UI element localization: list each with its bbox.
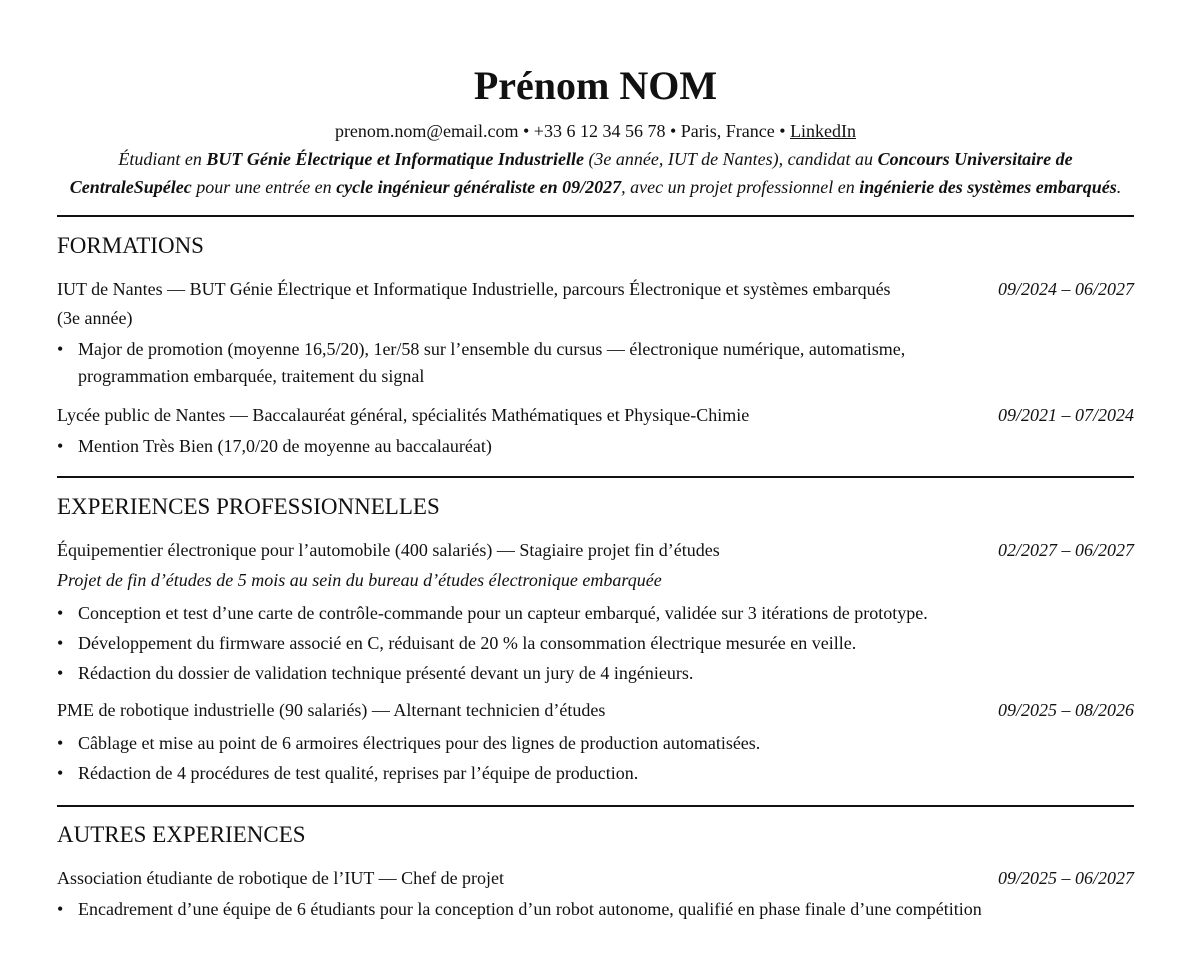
entry-header (57, 402, 1134, 429)
section-title: AUTRES EXPERIENCES (57, 821, 306, 847)
entry-date: 09/2021 – 07/2024 (997, 405, 1134, 426)
experience-entry (57, 865, 1134, 923)
entry-header (57, 697, 1134, 724)
contact-location: Paris, France (680, 121, 775, 141)
entry-bullets (57, 433, 1134, 460)
list-item: • Encadrement d’une équipe de 6 étudiants pour la conception d’un robot autonome, qualifié en phase finale d’une compétition (57, 896, 1134, 923)
contact-separator: • (779, 121, 786, 141)
experience-entry (57, 697, 1134, 788)
contact-separator: • (522, 121, 530, 141)
contact-separator: • (669, 121, 677, 141)
profile-summary (57, 146, 1134, 202)
section-formations (57, 215, 1134, 461)
section-autres-experiences (57, 805, 1134, 923)
list-item: • Développement du firmware associé en C, réduisant de 20 % la consommation électrique mesurée en veille. (57, 628, 1134, 658)
summary-text: , avec un projet professionnel en (621, 176, 860, 197)
entry-header (57, 537, 1134, 564)
entry-header (57, 865, 1134, 892)
summary-highlight: BUT Génie Électrique et Informatique Industrielle (206, 149, 584, 169)
entry-title: PME de robotique industrielle (90 salariés) — Alternant technicien d’études (57, 699, 606, 720)
cv-name: Prénom NOM (473, 63, 718, 108)
entry-title: Équipementier électronique pour l’automobile (400 salariés) — Stagiaire projet fin d’études (57, 539, 720, 560)
summary-highlight: Concours Universitaire de CentraleSupélec (69, 149, 1073, 197)
entry-title: Association étudiante de robotique de l’IUT — Chef de projet (57, 867, 505, 888)
list-item: • Major de promotion (moyenne 16,5/20), 1er/58 sur l’ensemble du cursus — électronique numérique, automatisme, programmation embarquée, traitement du signal (57, 336, 1134, 390)
summary-text: pour une entrée en (191, 176, 337, 197)
entry-bullets (57, 336, 1134, 390)
entry-bullets (57, 728, 1134, 788)
list-item: • Conception et test d’une carte de contrôle-commande pour un capteur embarqué, validée sur 3 itérations de prototype. (57, 598, 1134, 628)
entry-date: 09/2025 – 08/2026 (997, 699, 1134, 720)
list-item: • Mention Très Bien (17,0/20 de moyenne au baccalauréat) (57, 433, 1134, 460)
entry-date: 02/2027 – 06/2027 (997, 539, 1134, 560)
entry-bullets (57, 896, 1134, 923)
entry-title: IUT de Nantes — BUT Génie Électrique et Informatique Industrielle, parcours Électronique et systèmes embarqués (3e année) (57, 279, 891, 329)
list-item: • Rédaction de 4 procédures de test qualité, reprises par l’équipe de production. (57, 758, 1134, 788)
entry-date: 09/2025 – 06/2027 (997, 867, 1134, 888)
summary-highlight: ingénierie des systèmes embarqués (859, 176, 1117, 197)
linkedin-link[interactable]: LinkedIn (790, 121, 857, 141)
section-title: EXPERIENCES PROFESSIONNELLES (57, 494, 440, 520)
entry-bullets (57, 598, 1134, 688)
entry-header (57, 275, 1134, 333)
summary-text: Étudiant en (118, 149, 207, 169)
summary-text: . (1116, 176, 1122, 197)
contact-email: prenom.nom@email.com (334, 121, 519, 141)
summary-text: (3e année, IUT de Nantes), candidat au (583, 149, 878, 169)
contact-line (57, 118, 1134, 145)
experience-entry (57, 537, 1134, 688)
entry-subtitle: Projet de fin d’études de 5 mois au sein du bureau d’études électronique embarquée (57, 569, 662, 590)
contact-phone: +33 6 12 34 56 78 (533, 121, 666, 141)
education-entry (57, 275, 1134, 390)
entry-date: 09/2024 – 06/2027 (997, 279, 1134, 300)
summary-highlight: cycle ingénieur généraliste en 09/2027 (336, 176, 622, 197)
section-experiences-professionnelles (57, 476, 1134, 788)
section-title: FORMATIONS (57, 232, 204, 258)
education-entry (57, 402, 1134, 460)
list-item: • Câblage et mise au point de 6 armoires électriques pour des lignes de production automatisées. (57, 728, 1134, 758)
list-item: • Rédaction du dossier de validation technique présenté devant un jury de 4 ingénieurs. (57, 658, 1134, 688)
entry-title: Lycée public de Nantes — Baccalauréat général, spécialités Mathématiques et Physique-Chimie (57, 405, 750, 426)
